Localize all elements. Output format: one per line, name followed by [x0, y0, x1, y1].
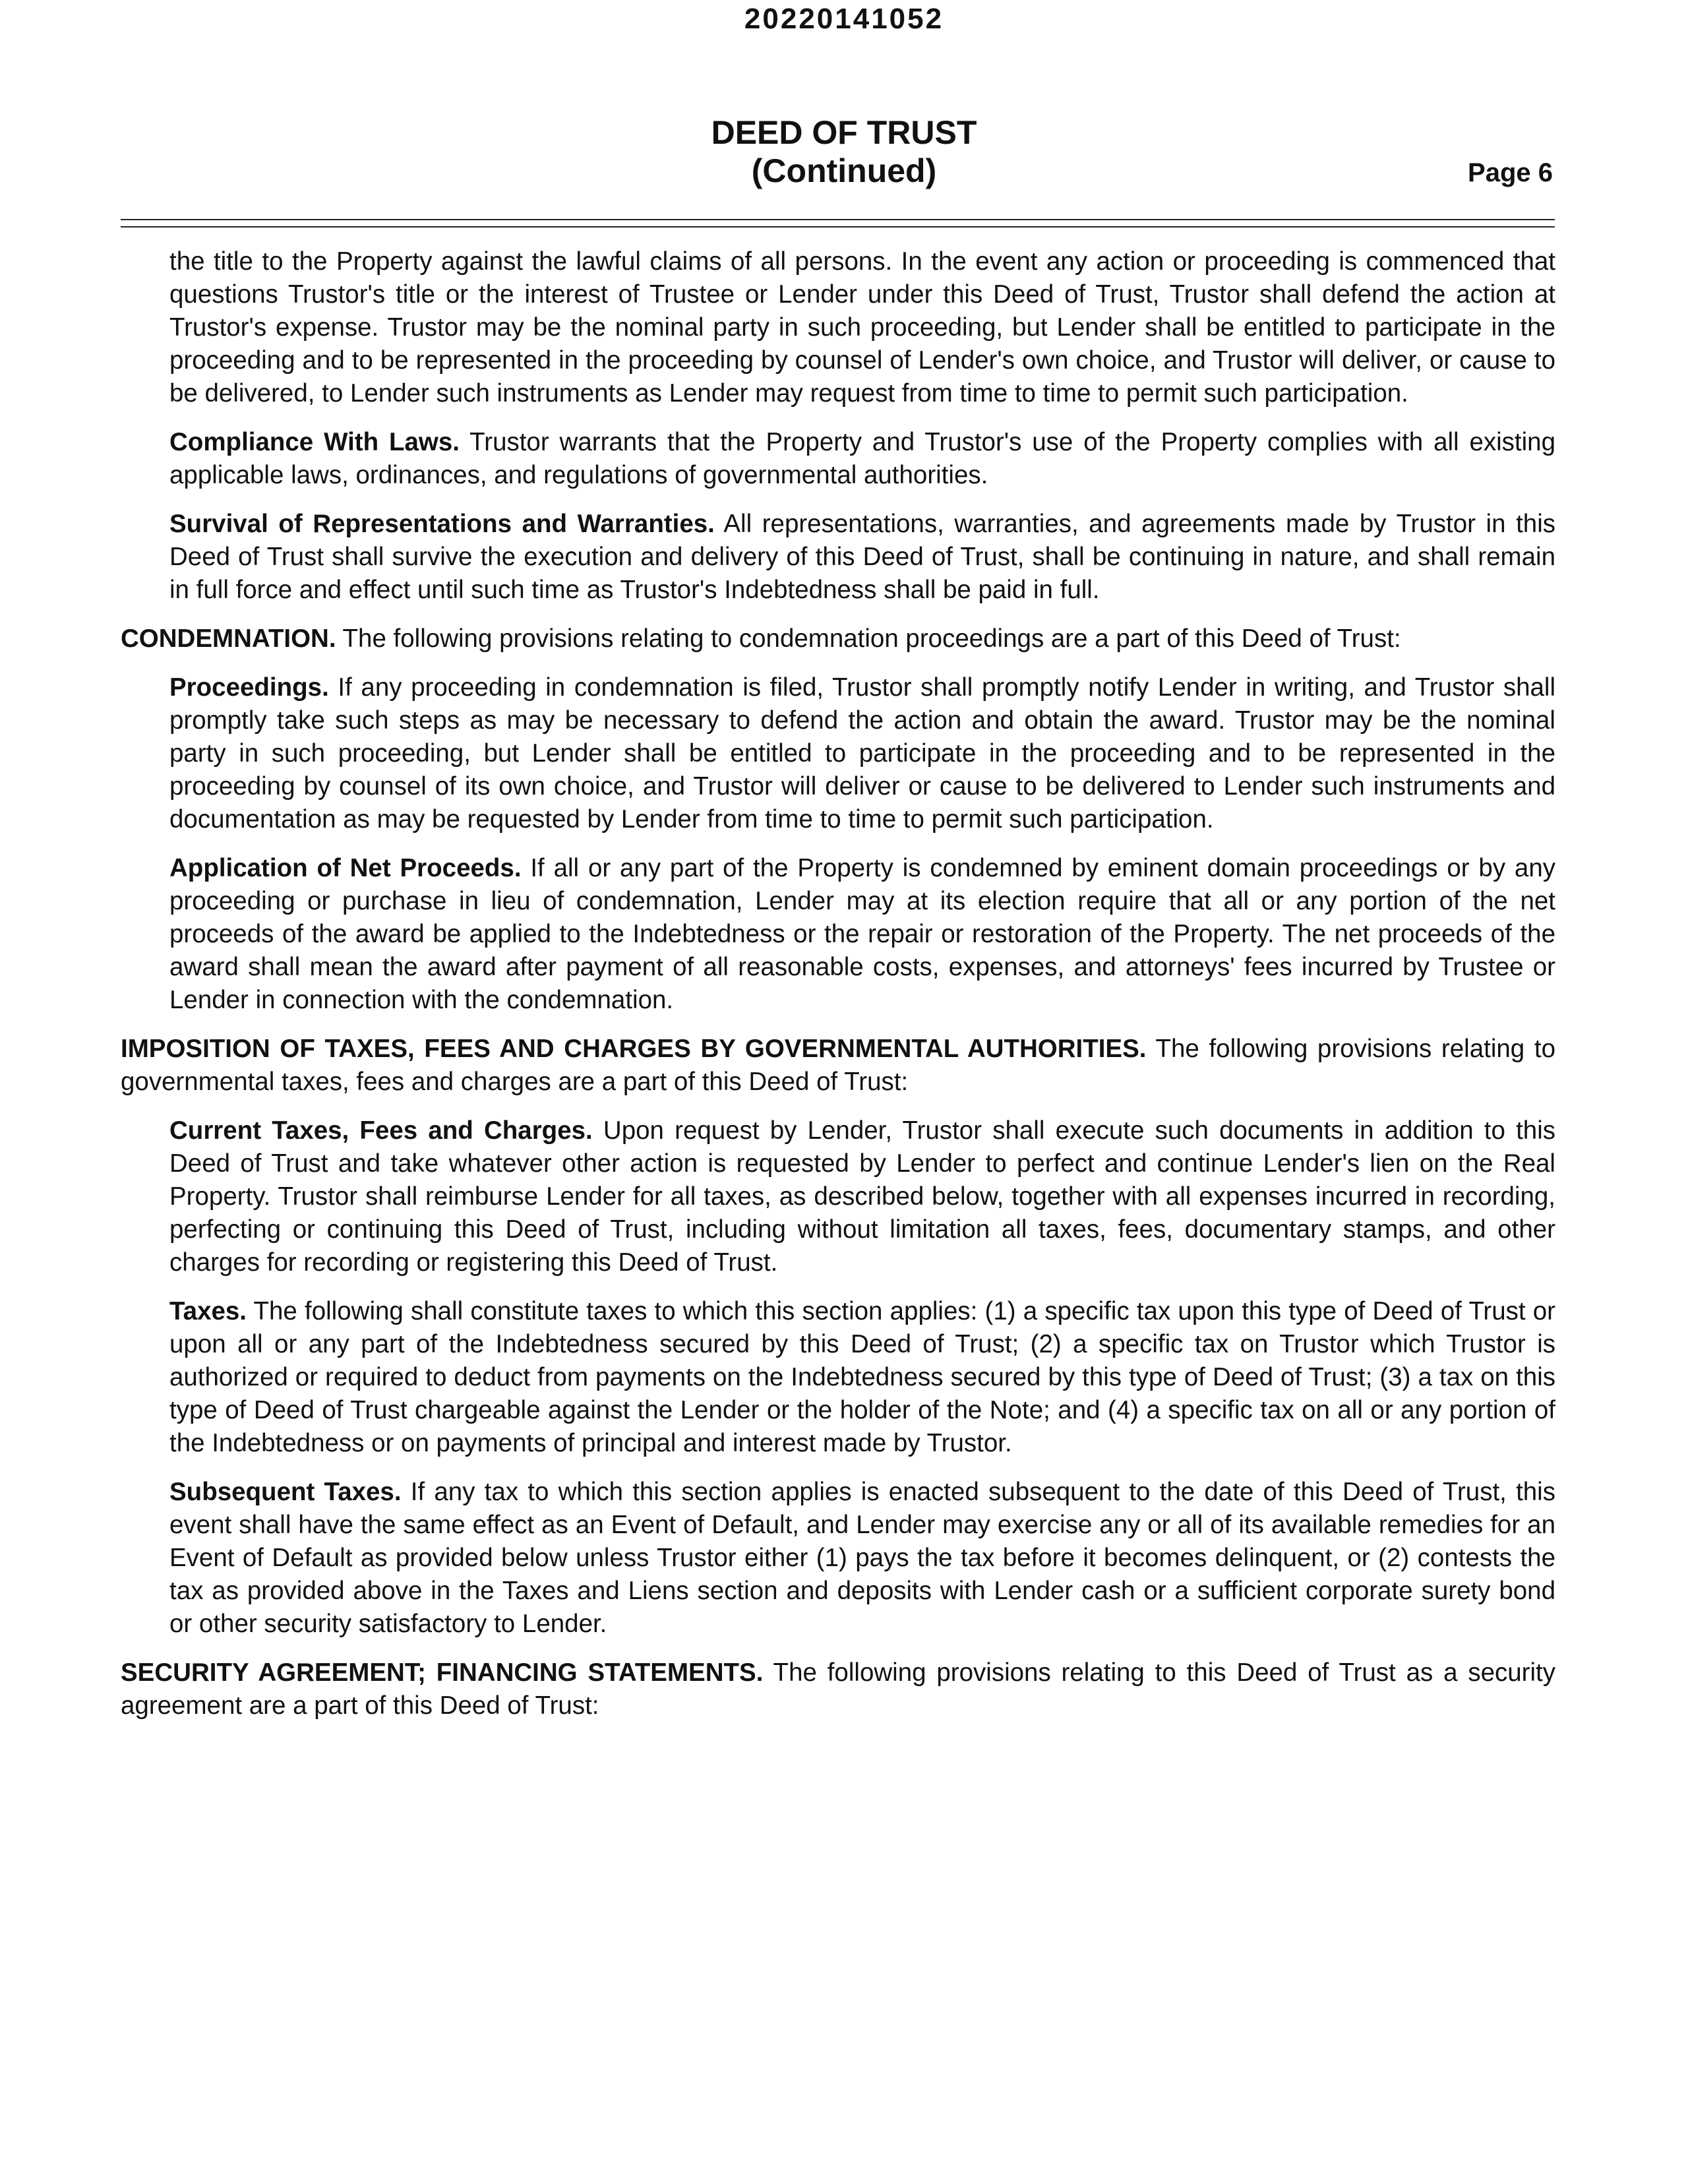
- section-heading: SECURITY AGREEMENT; FINANCING STATEMENTS.: [121, 1658, 764, 1687]
- paragraph-heading: Compliance With Laws.: [169, 428, 460, 456]
- header-rule-bottom: [121, 226, 1555, 228]
- paragraph-survival: [169, 508, 1555, 607]
- document-body: [121, 245, 1555, 1738]
- paragraph-heading: Subsequent Taxes.: [169, 1478, 402, 1506]
- paragraph-net-proceeds: [169, 852, 1555, 1017]
- document-title: DEED OF TRUST: [711, 114, 977, 151]
- paragraph-current-taxes: [169, 1114, 1555, 1279]
- paragraph-text: If any proceeding in condemnation is filed, Trustor shall promptly notify Lender in writing, and Trustor shall promptly take such steps as may be necessary to defend the action and obtain the award. Trustor may be the nominal party in such proceeding, but Lender shall be entitled to participate in the proceeding and to be represented in the proceeding by counsel of its own choice, and Trustor will deliver or cause to be delivered to Lender such instruments and documentation as may be requested by Lender from time to time to permit such participation.: [169, 673, 1555, 834]
- paragraph-heading: Application of Net Proceeds.: [169, 854, 522, 882]
- paragraph-heading: Current Taxes, Fees and Charges.: [169, 1116, 593, 1145]
- paragraph-text: Trustor warrants that the Property and Trustor's use of the Property complies with all existing applicable laws, ordinances, and regulations of governmental authorities.: [169, 428, 1555, 489]
- paragraph-subsequent-taxes: [169, 1476, 1555, 1641]
- paragraph-taxes: [169, 1295, 1555, 1460]
- header-rule-top: [121, 219, 1555, 220]
- page-number: Page 6: [1468, 158, 1553, 187]
- paragraph-title-defense: [169, 245, 1555, 410]
- document-subtitle: (Continued): [751, 152, 937, 189]
- section-heading: IMPOSITION OF TAXES, FEES AND CHARGES BY GOVERNMENTAL AUTHORITIES.: [121, 1035, 1147, 1063]
- paragraph-proceedings: [169, 671, 1555, 836]
- paragraph-text: All representations, warranties, and agreements made by Trustor in this Deed of Trust shall survive the execution and delivery of this Deed of Trust, shall be continuing in nature, and shall remain in full force and effect until such time as Trustor's Indebtedness shall be paid in full.: [169, 510, 1555, 604]
- section-imposition: [121, 1033, 1555, 1099]
- section-text: The following provisions relating to governmental taxes, fees and charges are a part of this Deed of Trust:: [121, 1035, 1555, 1096]
- section-text: The following provisions relating to this Deed of Trust as a security agreement are a part of this Deed of Trust:: [121, 1658, 1555, 1720]
- paragraph-text: The following shall constitute taxes to which this section applies: (1) a specific tax upon this type of Deed of Trust or upon all or any part of the Indebtedness secured by this Deed of Trust; (2) a specific tax on Trustor which Trustor is authorized or required to deduct from payments on the Indebtedness secured by this type of Deed of Trust; (3) a tax on this type of Deed of Trust chargeable against the Lender or the holder of the Note; and (4) a specific tax on all or any portion of the Indebtedness or on payments of principal and interest made by Trustor.: [169, 1297, 1555, 1457]
- paragraph-compliance: [169, 426, 1555, 492]
- paragraph-text: Upon request by Lender, Trustor shall execute such documents in addition to this Deed of Trust and take whatever other action is requested by Lender to perfect and continue Lender's lien on the Real Property. Trustor shall reimburse Lender for all taxes, as described below, together with all expenses incurred in recording, perfecting or continuing this Deed of Trust, including without limitation all taxes, fees, documentary stamps, and other charges for recording or registering this Deed of Trust.: [169, 1116, 1556, 1277]
- title-block: [0, 113, 1688, 190]
- paragraph-heading: Survival of Representations and Warranties.: [169, 510, 715, 538]
- section-condemnation: [121, 622, 1555, 655]
- paragraph-text: the title to the Property against the lawful claims of all persons. In the event any action or proceeding is commenced that questions Trustor's title or the interest of Trustee or Lender under this Deed of Trust, Trustor shall defend the action at Trustor's expense. Trustor may be the nominal party in such proceeding, but Lender shall be entitled to participate in the proceeding and to be represented in the proceeding by counsel of Lender's own choice, and Trustor will deliver, or cause to be delivered, to Lender such instruments as Lender may request from time to time to permit such participation.: [169, 247, 1555, 408]
- paragraph-heading: Proceedings.: [169, 673, 329, 702]
- section-text: The following provisions relating to condemnation proceedings are a part of this Deed of Trust:: [336, 624, 1401, 653]
- paragraph-text: If all or any part of the Property is condemned by eminent domain proceedings or by any proceeding or purchase in lieu of condemnation, Lender may at its election require that all or any portion of the net proceeds of the award be applied to the Indebtedness or the repair or restoration of the Property. The net proceeds of the award shall mean the award after payment of all reasonable costs, expenses, and attorneys' fees incurred by Trustee or Lender in connection with the condemnation.: [169, 854, 1555, 1014]
- section-security-agreement: [121, 1656, 1555, 1722]
- paragraph-text: If any tax to which this section applies is enacted subsequent to the date of this Deed of Trust, this event shall have the same effect as an Event of Default, and Lender may exercise any or all of its available remedies for an Event of Default as provided below unless Trustor either (1) pays the tax before it becomes delinquent, or (2) contests the tax as provided above in the Taxes and Liens section and deposits with Lender cash or a sufficient corporate surety bond or other security satisfactory to Lender.: [169, 1478, 1555, 1638]
- document-number: 20220141052: [744, 3, 944, 35]
- section-heading: CONDEMNATION.: [121, 624, 336, 653]
- paragraph-heading: Taxes.: [169, 1297, 247, 1325]
